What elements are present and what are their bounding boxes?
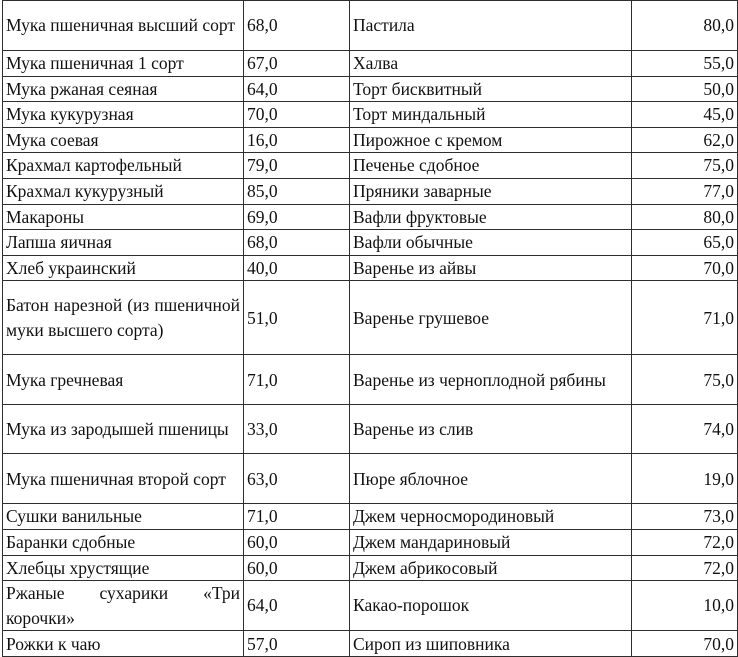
product-name-cell: Торт миндальный bbox=[350, 102, 632, 128]
table-row bbox=[3, 529, 738, 555]
product-value-cell: 65,0 bbox=[632, 230, 738, 256]
table-row bbox=[3, 153, 738, 179]
product-name-cell: Крахмал картофельный bbox=[3, 153, 244, 179]
product-name-cell: Варенье грушевое bbox=[350, 281, 632, 355]
product-name-cell: Вафли обычные bbox=[350, 230, 632, 256]
product-name-cell: Крахмал кукурузный bbox=[3, 178, 244, 204]
product-name-cell: Мука гречневая bbox=[3, 355, 244, 405]
product-name-cell: Джем абрикосовый bbox=[350, 555, 632, 581]
table-row bbox=[3, 178, 738, 204]
product-value-cell: 67,0 bbox=[244, 51, 350, 77]
product-name-cell: Сироп из шиповника bbox=[350, 631, 632, 657]
product-value-cell: 74,0 bbox=[632, 405, 738, 454]
product-name-cell: Какао-порошок bbox=[350, 581, 632, 631]
product-value-cell: 64,0 bbox=[244, 76, 350, 102]
product-value-cell: 80,0 bbox=[632, 204, 738, 230]
table-row bbox=[3, 631, 738, 657]
table-row bbox=[3, 504, 738, 530]
product-name-cell: Джем черносмородиновый bbox=[350, 504, 632, 530]
product-value-cell: 70,0 bbox=[632, 631, 738, 657]
product-name-cell: Пастила bbox=[350, 1, 632, 51]
table-row bbox=[3, 1, 738, 51]
product-value-cell: 79,0 bbox=[244, 153, 350, 179]
product-name-cell: Баранки сдобные bbox=[3, 529, 244, 555]
product-name-cell: Пюре яблочное bbox=[350, 454, 632, 504]
product-value-cell: 75,0 bbox=[632, 355, 738, 405]
product-name-cell: Мука пшеничная второй сорт bbox=[3, 454, 244, 504]
product-name-cell: Макароны bbox=[3, 204, 244, 230]
product-value-cell: 62,0 bbox=[632, 127, 738, 153]
table-row bbox=[3, 405, 738, 454]
product-name-cell: Джем мандариновый bbox=[350, 529, 632, 555]
product-value-cell: 73,0 bbox=[632, 504, 738, 530]
product-name-cell: Ржаные сухарики «Три корочки» bbox=[3, 581, 244, 631]
product-value-cell: 70,0 bbox=[632, 255, 738, 281]
table-row bbox=[3, 76, 738, 102]
product-value-cell: 70,0 bbox=[244, 102, 350, 128]
product-value-cell: 71,0 bbox=[244, 355, 350, 405]
product-name-cell: Торт бисквитный bbox=[350, 76, 632, 102]
product-value-cell: 68,0 bbox=[244, 230, 350, 256]
product-name-cell: Пряники заварные bbox=[350, 178, 632, 204]
product-value-cell: 80,0 bbox=[632, 1, 738, 51]
table-row bbox=[3, 127, 738, 153]
table-row bbox=[3, 51, 738, 77]
product-value-cell: 60,0 bbox=[244, 555, 350, 581]
product-name-cell: Пирожное с кремом bbox=[350, 127, 632, 153]
table-row bbox=[3, 230, 738, 256]
product-value-cell: 57,0 bbox=[244, 631, 350, 657]
product-value-cell: 16,0 bbox=[244, 127, 350, 153]
table-row bbox=[3, 102, 738, 128]
product-name-cell: Рожки к чаю bbox=[3, 631, 244, 657]
product-value-cell: 45,0 bbox=[632, 102, 738, 128]
product-name-cell: Варенье из черноплодной рябины bbox=[350, 355, 632, 405]
table-row bbox=[3, 555, 738, 581]
product-value-cell: 50,0 bbox=[632, 76, 738, 102]
table-row bbox=[3, 255, 738, 281]
product-value-cell: 55,0 bbox=[632, 51, 738, 77]
product-value-cell: 69,0 bbox=[244, 204, 350, 230]
table-row bbox=[3, 204, 738, 230]
product-value-cell: 72,0 bbox=[632, 529, 738, 555]
product-value-cell: 75,0 bbox=[632, 153, 738, 179]
product-nutrition-table bbox=[2, 0, 738, 657]
product-value-cell: 10,0 bbox=[632, 581, 738, 631]
product-name-cell: Мука кукурузная bbox=[3, 102, 244, 128]
product-name-cell: Мука пшеничная высший сорт bbox=[3, 1, 244, 51]
product-name-cell: Вафли фруктовые bbox=[350, 204, 632, 230]
table-row bbox=[3, 355, 738, 405]
product-name-cell: Мука пшеничная 1 сорт bbox=[3, 51, 244, 77]
product-value-cell: 72,0 bbox=[632, 555, 738, 581]
product-value-cell: 71,0 bbox=[632, 281, 738, 355]
product-value-cell: 51,0 bbox=[244, 281, 350, 355]
product-value-cell: 63,0 bbox=[244, 454, 350, 504]
product-name-cell: Мука соевая bbox=[3, 127, 244, 153]
table-row bbox=[3, 281, 738, 355]
product-value-cell: 19,0 bbox=[632, 454, 738, 504]
product-name-cell: Мука из зародышей пшеницы bbox=[3, 405, 244, 454]
product-value-cell: 64,0 bbox=[244, 581, 350, 631]
product-name-cell: Варенье из слив bbox=[350, 405, 632, 454]
product-value-cell: 33,0 bbox=[244, 405, 350, 454]
table-row bbox=[3, 581, 738, 631]
product-name-cell: Хлебцы хрустящие bbox=[3, 555, 244, 581]
product-value-cell: 68,0 bbox=[244, 1, 350, 51]
product-name-cell: Халва bbox=[350, 51, 632, 77]
product-name-cell: Батон нарезной (из пшеничной муки высшего сорта) bbox=[3, 281, 244, 355]
product-name-cell: Лапша яичная bbox=[3, 230, 244, 256]
table-row bbox=[3, 454, 738, 504]
product-value-cell: 40,0 bbox=[244, 255, 350, 281]
product-name-cell: Хлеб украинский bbox=[3, 255, 244, 281]
product-value-cell: 60,0 bbox=[244, 529, 350, 555]
product-name-cell: Печенье сдобное bbox=[350, 153, 632, 179]
product-value-cell: 71,0 bbox=[244, 504, 350, 530]
product-value-cell: 77,0 bbox=[632, 178, 738, 204]
product-value-cell: 85,0 bbox=[244, 178, 350, 204]
product-name-cell: Мука ржаная сеяная bbox=[3, 76, 244, 102]
product-name-cell: Варенье из айвы bbox=[350, 255, 632, 281]
product-name-cell: Сушки ванильные bbox=[3, 504, 244, 530]
